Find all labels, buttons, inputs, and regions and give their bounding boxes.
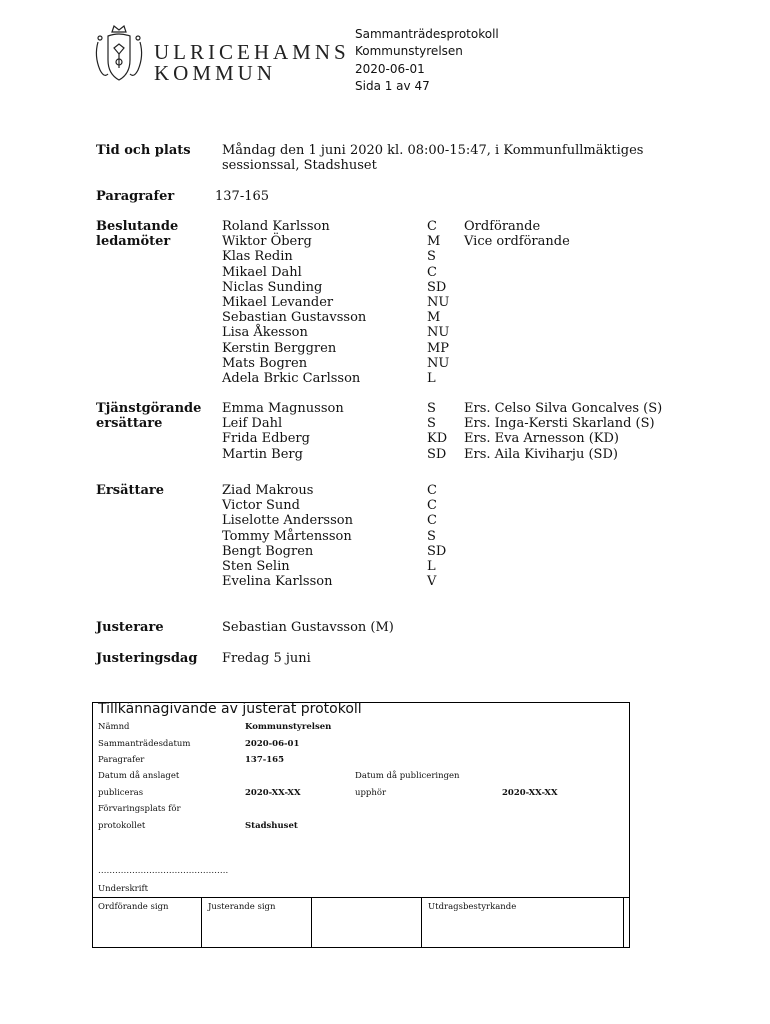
member-name: Wiktor Öberg (222, 234, 312, 250)
notice-paragraphs-label: Paragrafer (98, 755, 145, 765)
adjust-day-label: Justeringsdag (96, 651, 198, 666)
substitute-party: SD (427, 446, 447, 462)
board-value: Kommunstyrelsen (245, 722, 332, 732)
org-name-line2: KOMMUN (154, 61, 277, 85)
member-name: Mikael Dahl (222, 264, 302, 280)
time-place-value-line2: sessionssal, Stadshuset (222, 158, 377, 173)
body-name: Kommunstyrelsen (355, 44, 463, 58)
deputy-name: Ziad Makrous (222, 483, 314, 498)
member-name: Mats Bogren (222, 355, 308, 371)
sign-column-divider (421, 897, 422, 948)
substitute-name: Leif Dahl (222, 416, 283, 432)
doc-type: Sammanträdesprotokoll (355, 27, 499, 41)
member-name: Sebastian Gustavsson (222, 310, 367, 326)
deputy-party: L (427, 559, 436, 574)
substitute-name: Martin Berg (222, 446, 303, 462)
adjusters-label: Justerare (96, 620, 164, 635)
member-party: NU (427, 325, 450, 341)
removed-label-line2: upphör (355, 788, 387, 798)
substitute-replaces: Ers. Celso Silva Goncalves (S) (464, 401, 663, 416)
adjust-day-value: Fredag 5 juni (222, 651, 311, 666)
member-name: Lisa Åkesson (222, 325, 308, 341)
member-role: Ordförande (464, 219, 541, 234)
notice-title: Tillkännagivande av justerat protokoll (98, 701, 362, 717)
member-name: Kerstin Berggren (222, 340, 337, 356)
deputy-party: C (427, 483, 437, 498)
substitute-party: S (427, 416, 436, 432)
member-party: C (427, 264, 437, 280)
substitute-party: S (427, 401, 436, 416)
deputy-party: SD (427, 543, 447, 559)
substitute-replaces: Ers. Eva Arnesson (KD) (464, 431, 619, 447)
deputy-name: Liselotte Andersson (222, 513, 353, 529)
posted-value: 2020-XX-XX (245, 788, 301, 798)
substitute-name: Emma Magnusson (222, 401, 344, 416)
member-party: MP (427, 340, 450, 356)
extract-certification-cell[interactable]: Utdragsbestyrkande (428, 902, 517, 912)
deputy-name: Evelina Karlsson (222, 574, 333, 590)
sign-column-divider (623, 897, 624, 948)
voting-members-label-line2: ledamöter (96, 234, 171, 249)
page-indicator: Sida 1 av 47 (355, 79, 430, 93)
member-party: NU (427, 355, 450, 371)
signature-label: Underskrift (98, 884, 149, 894)
storage-label-line2: protokollet (98, 821, 146, 831)
posted-label-line2: publiceras (98, 788, 144, 798)
substitute-party: KD (427, 431, 448, 447)
member-name: Adela Brkic Carlsson (222, 371, 361, 386)
member-name: Roland Karlsson (222, 219, 330, 234)
substitutes-label: Ersättare (96, 483, 165, 498)
serving-substitutes-label-line2: ersättare (96, 416, 163, 431)
substitute-replaces: Ers. Inga-Kersti Skarland (S) (464, 416, 655, 432)
adjuster-sign-cell[interactable]: Justerande sign (208, 902, 276, 912)
serving-substitutes-label-line1: Tjänstgörande (96, 401, 202, 416)
member-party: M (427, 310, 441, 326)
deputy-name: Bengt Bogren (222, 543, 314, 559)
member-party: C (427, 219, 437, 234)
board-label: Nämnd (98, 722, 130, 732)
member-name: Niclas Sunding (222, 279, 323, 295)
voting-members-label-line1: Beslutande (96, 219, 179, 234)
storage-label-line1: Förvaringsplats för (98, 804, 181, 814)
removed-label-line1: Datum då publiceringen (355, 771, 460, 781)
deputy-name: Sten Selin (222, 559, 290, 574)
deputy-name: Victor Sund (222, 498, 300, 514)
deputy-name: Tommy Mårtensson (222, 528, 352, 544)
adjusters-value: Sebastian Gustavsson (M) (222, 620, 394, 635)
substitute-replaces: Ers. Aila Kiviharju (SD) (464, 446, 618, 462)
storage-value: Stadshuset (245, 821, 298, 831)
chair-sign-cell[interactable]: Ordförande sign (98, 902, 169, 912)
signature-row-divider (92, 897, 630, 898)
doc-date: 2020-06-01 (355, 62, 425, 76)
posted-label-line1: Datum då anslaget (98, 771, 180, 781)
member-role: Vice ordförande (464, 234, 570, 250)
org-name-line1: ULRICEHAMNS (154, 40, 350, 64)
deputy-party: S (427, 528, 436, 544)
member-party: SD (427, 279, 447, 295)
sign-column-divider (311, 897, 312, 948)
time-place-label: Tid och plats (96, 143, 191, 158)
meeting-date-label: Sammanträdesdatum (98, 739, 191, 749)
paragraphs-label: Paragrafer (96, 189, 175, 204)
time-place-value-line1: Måndag den 1 juni 2020 kl. 08:00-15:47, i Kommunfullmäktiges (222, 143, 644, 158)
notice-paragraphs-value: 137-165 (245, 755, 285, 765)
member-party: M (427, 234, 441, 250)
removed-value: 2020-XX-XX (502, 788, 558, 798)
member-name: Mikael Levander (222, 295, 334, 310)
signature-line: ………………………………………. (98, 866, 229, 876)
paragraphs-value: 137-165 (215, 189, 270, 204)
member-party: NU (427, 295, 450, 310)
member-name: Klas Redin (222, 249, 293, 265)
deputy-party: C (427, 513, 437, 529)
sign-column-divider (201, 897, 202, 948)
substitute-name: Frida Edberg (222, 431, 310, 447)
deputy-party: C (427, 498, 437, 514)
member-party: L (427, 371, 436, 386)
deputy-party: V (427, 574, 437, 590)
meeting-date-value: 2020-06-01 (245, 739, 300, 749)
coat-of-arms-icon (92, 22, 146, 86)
member-party: S (427, 249, 436, 265)
